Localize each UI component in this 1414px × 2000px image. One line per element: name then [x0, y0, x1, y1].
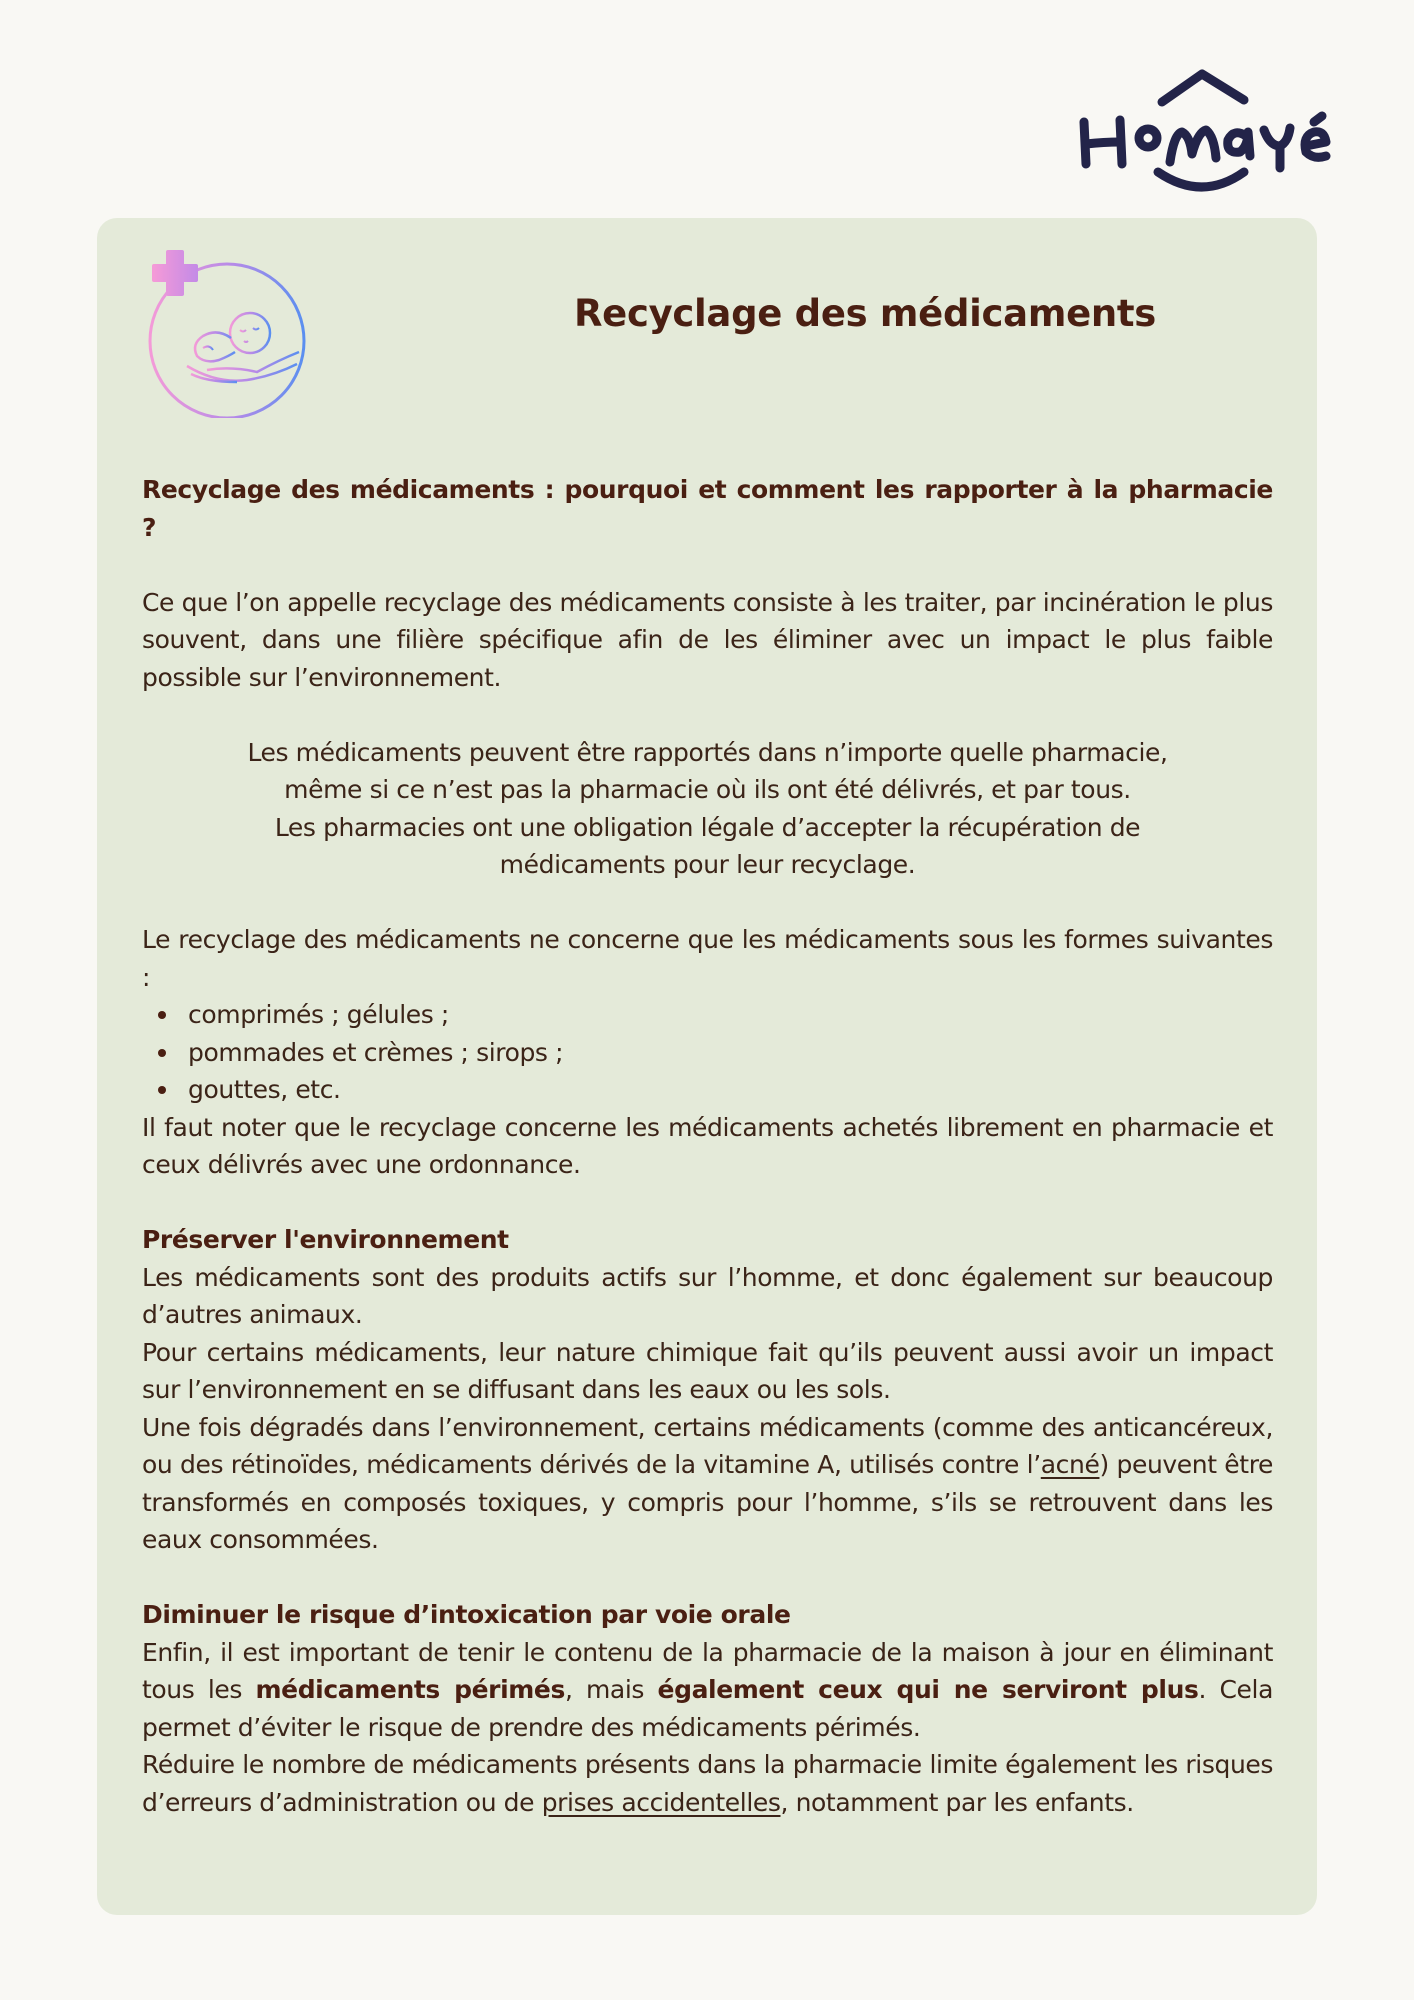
homaye-logo [1074, 62, 1354, 194]
intro-paragraph: Ce que l’on appelle recyclage des médicaments consiste à les traiter, par incinération le plus souvent, dans une filière spécifique afin de les éliminer avec un impact le plus faible possible sur l’environnement. [142, 587, 1273, 692]
page-title: Recyclage des médicaments [573, 292, 1157, 335]
text-segment: Réduire le nombre de médicaments présents dans la pharmacie limite également les risques d’erreurs d’administration ou de [142, 1750, 1273, 1817]
forms-intro: Le recyclage des médicaments ne concerne que les médicaments sous les formes suivantes : [142, 925, 1273, 992]
forms-list [142, 996, 1273, 1109]
text-segment: ) peuvent être transformés en composés toxiques, y compris pour l’homme, s’ils se retrouvent dans les eaux consommées. [142, 1450, 1274, 1554]
text-segment: , mais [564, 1675, 658, 1704]
baby-in-hand-medical-cross-icon [147, 248, 307, 418]
intro-heading: Recyclage des médicaments : pourquoi et comment les rapporter à la pharmacie ? [142, 475, 1273, 542]
article-body [142, 471, 1273, 1821]
emphasis-text: également ceux qui ne serviront plus [657, 1675, 1199, 1704]
text-segment: Une fois dégradés dans l’environnement, certains médicaments (comme des anticancéreux, ou des rétinoïdes, médicaments dérivés de la vitamine A, utilisés contre l’ [142, 1412, 1273, 1479]
list-item: gouttes, etc. [142, 1071, 1273, 1109]
text-segment: Enfin, il est important de tenir le contenu de la pharmacie de la maison à jour en éliminant tous les [142, 1637, 1273, 1704]
acne-link[interactable]: acné [1040, 1450, 1100, 1479]
callout-line: même si ce n’est pas la pharmacie où ils ont été délivrés, et par tous. [284, 775, 1131, 804]
list-item: pommades et crèmes ; sirops ; [142, 1034, 1273, 1072]
intoxication-paragraph [142, 1746, 1273, 1821]
environment-paragraph: Les médicaments sont des produits actifs sur l’homme, et donc également sur beaucoup d’autres animaux. [142, 1262, 1273, 1329]
section-heading-environment: Préserver l'environnement [142, 1225, 509, 1254]
callout-block [142, 734, 1273, 884]
homaye-logo-icon [1074, 62, 1354, 194]
forms-note: Il faut noter que le recyclage concerne les médicaments achetés librement en pharmacie et ceux délivrés avec une ordonnance. [142, 1112, 1273, 1179]
environment-paragraph: Pour certains médicaments, leur nature chimique fait qu’ils peuvent aussi avoir un impact sur l’environnement en se diffusant dans les eaux ou les sols. [142, 1337, 1273, 1404]
section-heading-intoxication: Diminuer le risque d’intoxication par voie orale [142, 1600, 791, 1629]
list-item: comprimés ; gélules ; [142, 996, 1273, 1034]
intoxication-paragraph [142, 1634, 1273, 1747]
accidental-intake-link[interactable]: prises accidentelles [541, 1787, 781, 1817]
text-segment: . Cela permet d’éviter le risque de prendre des médicaments périmés. [142, 1675, 1273, 1742]
callout-line: médicaments pour leur recyclage. [499, 850, 916, 879]
environment-paragraph [142, 1409, 1273, 1559]
emphasis-text: médicaments périmés [255, 1675, 565, 1704]
callout-line: Les pharmacies ont une obligation légale d’accepter la récupération de [274, 812, 1141, 842]
callout-line: Les médicaments peuvent être rapportés dans n’importe quelle pharmacie, [247, 737, 1168, 767]
text-segment: , notamment par les enfants. [780, 1787, 1134, 1817]
